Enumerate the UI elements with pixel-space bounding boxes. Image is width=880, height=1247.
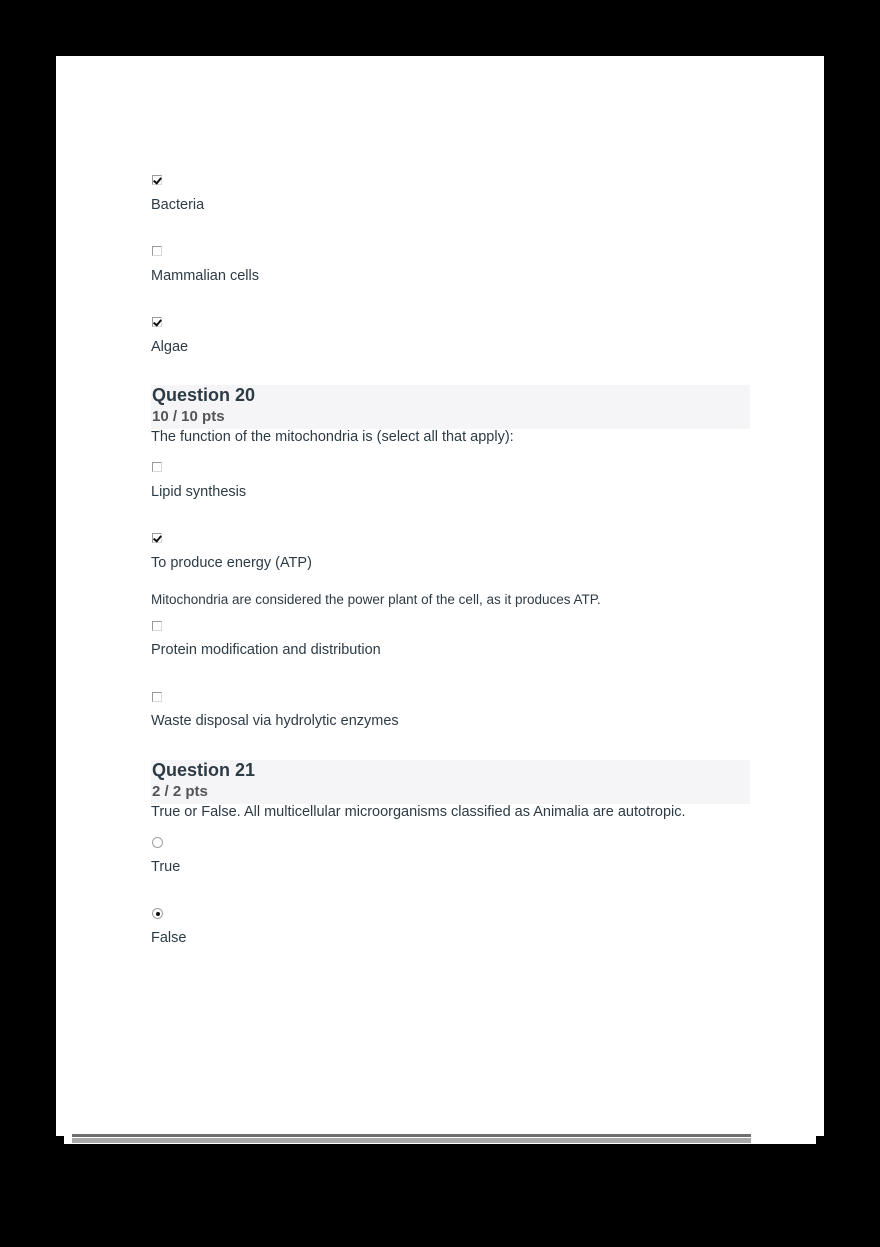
checkbox-mammalian-cells[interactable] (152, 246, 162, 256)
checkbox-algae[interactable] (152, 317, 162, 327)
checkbox-produce-energy[interactable] (152, 533, 162, 543)
option-label: Algae (151, 339, 189, 355)
question-header (151, 385, 750, 429)
checkbox-lipid-synthesis[interactable] (152, 462, 162, 472)
radio-false[interactable] (152, 908, 163, 919)
question-title: Question 20 (152, 385, 256, 405)
option-label: False (151, 930, 187, 946)
option-label: True (151, 859, 181, 875)
option-label: Waste disposal via hydrolytic enzymes (151, 713, 399, 729)
option-label: To produce energy (ATP) (151, 555, 312, 571)
question-points: 10 / 10 pts (152, 408, 225, 425)
footer-rule-shadow (72, 1138, 751, 1143)
answer-feedback: Mitochondria are considered the power plant of the cell, as it produces ATP. (151, 592, 601, 607)
footer-rule (72, 1134, 751, 1137)
checkbox-waste-disposal[interactable] (152, 692, 162, 702)
question-text: True or False. All multicellular microorganisms classified as Animalia are autotropic. (151, 804, 686, 820)
checkbox-protein-modification[interactable] (152, 621, 162, 631)
question-title: Question 21 (152, 760, 256, 780)
option-label: Bacteria (151, 197, 205, 213)
question-text: The function of the mitochondria is (select all that apply): (151, 429, 514, 445)
option-label: Lipid synthesis (151, 484, 247, 500)
radio-true[interactable] (152, 837, 163, 848)
option-label: Protein modification and distribution (151, 642, 381, 658)
checkbox-bacteria[interactable] (152, 175, 162, 185)
question-header (151, 760, 750, 804)
option-label: Mammalian cells (151, 268, 259, 284)
question-points: 2 / 2 pts (152, 783, 208, 800)
